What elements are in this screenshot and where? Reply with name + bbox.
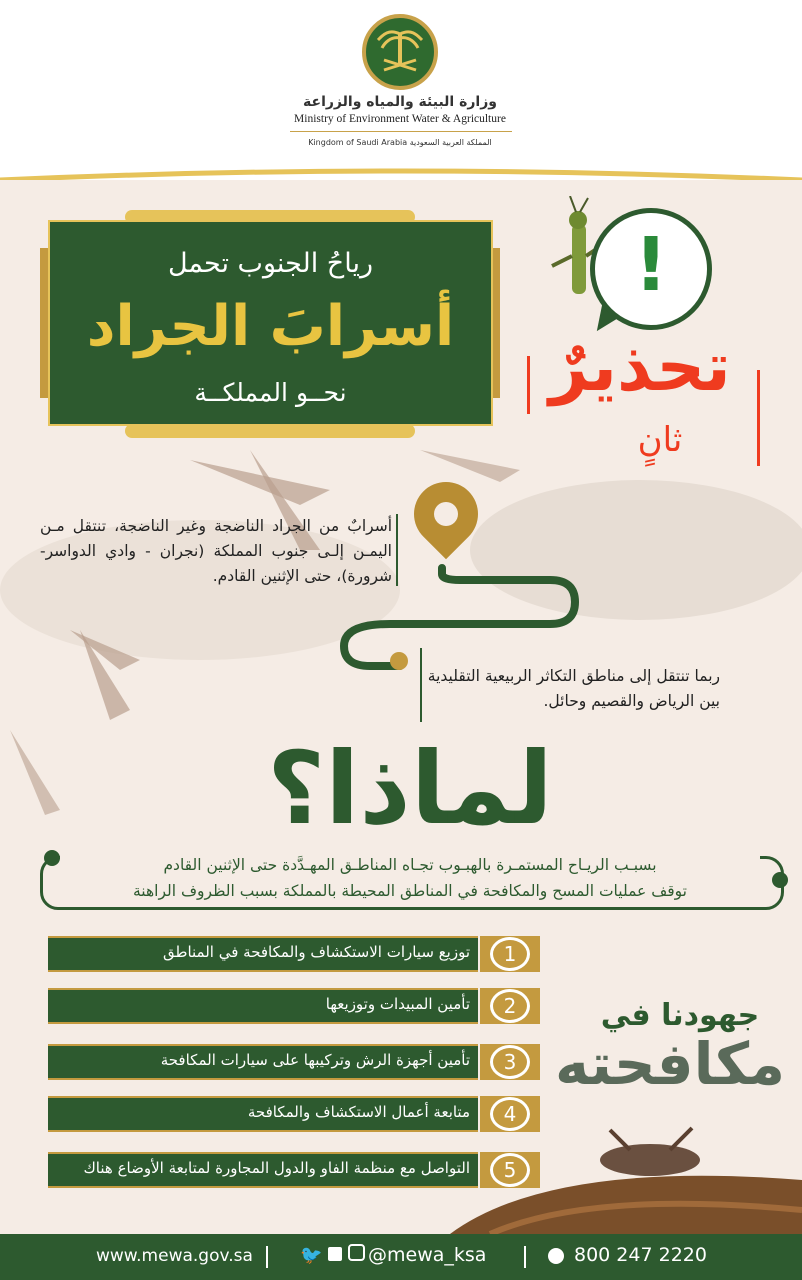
reason-text xyxy=(60,852,760,904)
twitter-icon[interactable]: 🐦 xyxy=(300,1245,323,1266)
reason-dot-right xyxy=(772,872,788,888)
title-gold-bar-bottom xyxy=(125,424,415,438)
effort-number-3: 3 xyxy=(490,1045,530,1079)
warning-sub: ثانٍ xyxy=(637,420,683,460)
phone-icon xyxy=(548,1248,564,1264)
why-heading: لماذا؟ xyxy=(267,730,553,847)
effort-number-5: 5 xyxy=(490,1153,530,1187)
instagram-icon[interactable] xyxy=(348,1244,365,1261)
website-link[interactable]: www.mewa.gov.sa xyxy=(96,1246,253,1266)
grass-locust-decoration xyxy=(430,1120,802,1234)
social-icons[interactable] xyxy=(300,1244,365,1266)
effort-text-4: متابعة أعمال الاستكشاف والمكافحة xyxy=(247,1103,470,1121)
effort-number-4: 4 xyxy=(490,1097,530,1131)
warning-bracket-right xyxy=(757,370,760,466)
reason-dot-left xyxy=(44,850,60,866)
exclamation-icon: ! xyxy=(634,222,668,308)
effort-number-1: 1 xyxy=(490,937,530,971)
ministry-logo-emblem xyxy=(362,14,438,90)
reason-line-1: بسبـب الريـاح المستمـرة بالهبـوب تجـاه المناطـق المهـدَّدة حتى الإثنين القادم xyxy=(163,856,657,874)
title-main: أسرابَ الجراد xyxy=(86,294,455,359)
paragraph-breeding-areas: ربما تنتقل إلى مناطق التكاثر الربيعية التقليدية بين الرياض والقصيم وحائل. xyxy=(427,667,720,710)
logo-divider xyxy=(290,131,512,132)
facebook-icon[interactable] xyxy=(328,1247,342,1261)
warning-word: تحذيرٌ xyxy=(549,328,731,407)
palm-swords-icon xyxy=(366,18,434,86)
footer-separator xyxy=(266,1246,268,1268)
footer-separator xyxy=(524,1246,526,1268)
header-gold-wave xyxy=(0,168,802,180)
effort-text-3: تأمين أجهزة الرش وتركيبها على سيارات المكافحة xyxy=(160,1051,470,1069)
title-line-3: نحــو المملكــة xyxy=(194,378,347,407)
location-pin-hole xyxy=(434,502,458,526)
effort-text-1: توزيع سيارات الاستكشاف والمكافحة في المناطق xyxy=(163,943,470,961)
efforts-heading-large: مكافحته xyxy=(554,1030,786,1098)
ministry-name-english: Ministry of Environment Water & Agriculture xyxy=(294,113,506,125)
paragraph-locust-movement: أسرابٌ من الجراد الناضجة وغير الناضجة، تنتقل مـن اليمـن إلـى جنوب المملكة (نجران - وادي الدواسر- شرورة)، حتى الإثنين القادم. xyxy=(40,517,392,585)
reason-line-2: توقف عمليات المسح والمكافحة في المناطق المحيطة بالمملكة بسبب الظروف الراهنة xyxy=(133,882,687,900)
effort-text-5: التواصل مع منظمة الفاو والدول المجاورة لمتابعة الأوضاع هناك xyxy=(83,1159,470,1177)
social-handle[interactable]: @mewa_ksa xyxy=(368,1244,487,1266)
effort-number-2: 2 xyxy=(490,989,530,1023)
efforts-heading-small: جهودنا في xyxy=(600,998,760,1033)
effort-text-2: تأمين المبيدات وتوزيعها xyxy=(325,995,470,1013)
ministry-name-arabic: وزارة البيئة والمياه والزراعة xyxy=(303,94,497,110)
phone-number[interactable]: 800 247 2220 xyxy=(574,1244,707,1266)
paragraph-1-bar xyxy=(396,514,398,586)
title-line-1: رياحُ الجنوب تحمل xyxy=(167,248,374,279)
kingdom-label: Kingdom of Saudi Arabia المملكة العربية السعودية xyxy=(308,138,492,147)
route-end-dot xyxy=(390,652,408,670)
